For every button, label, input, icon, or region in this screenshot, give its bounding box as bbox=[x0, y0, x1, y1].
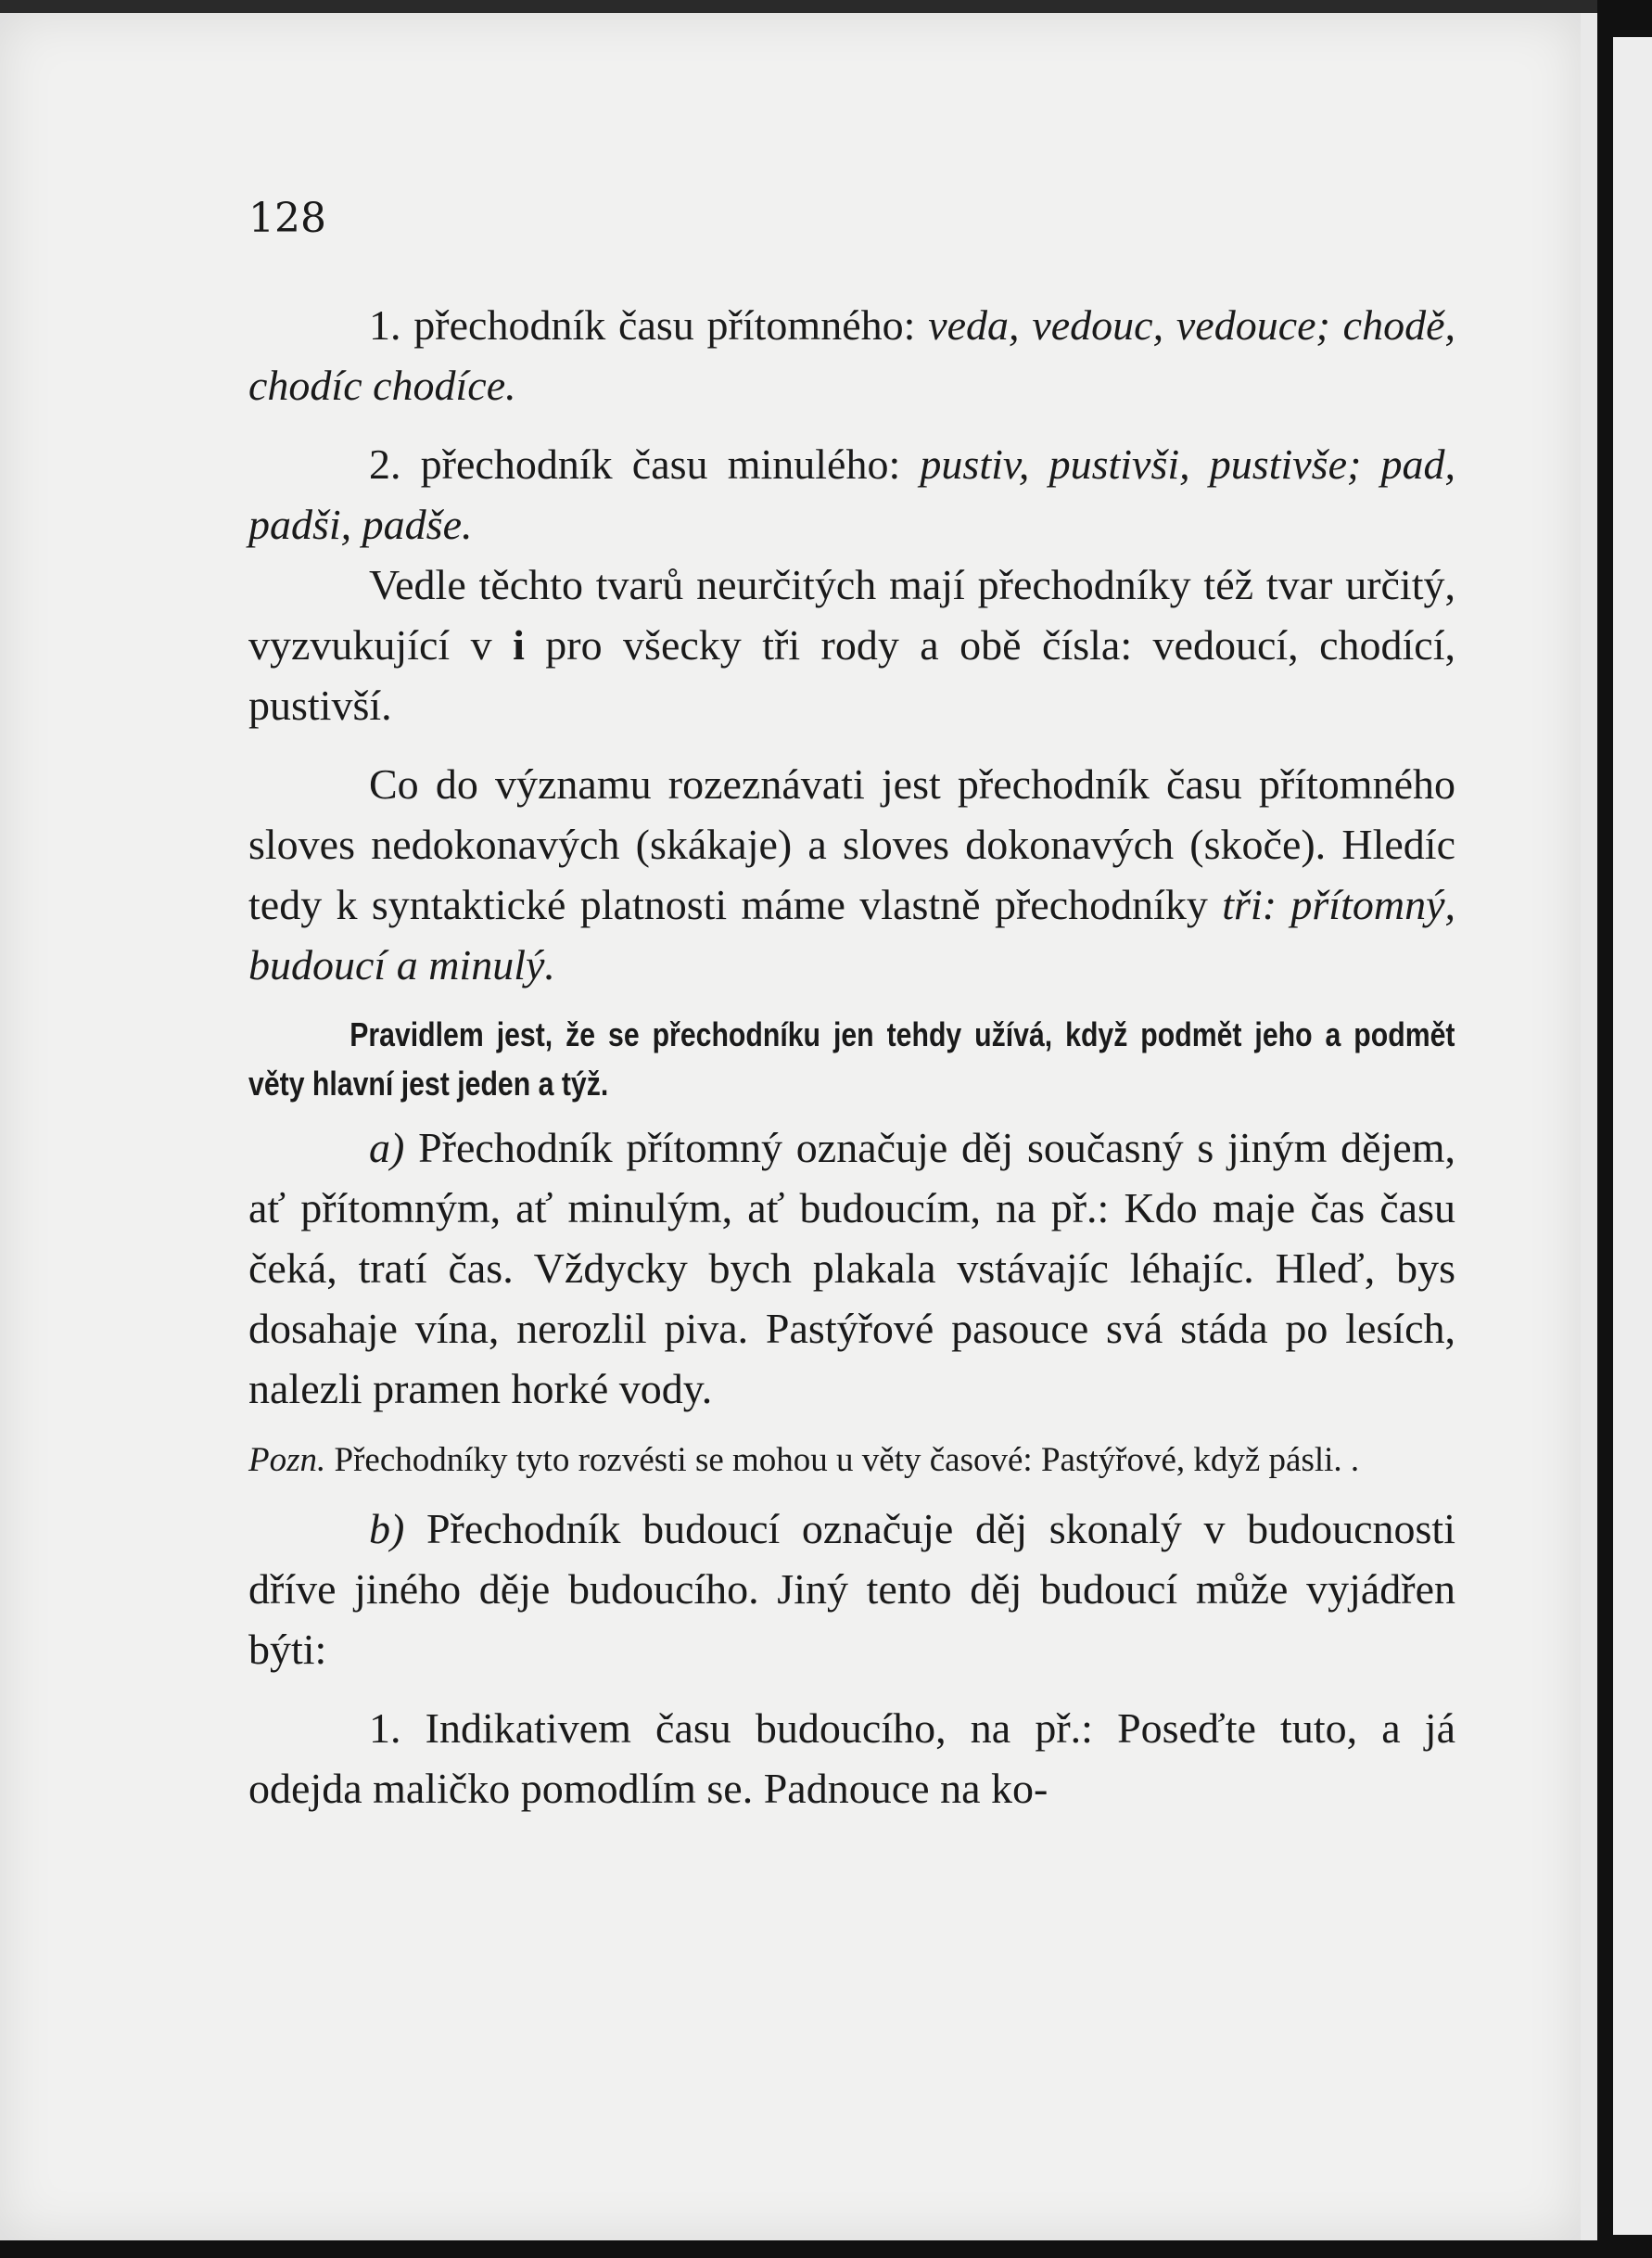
scan-border-bottom bbox=[0, 2240, 1652, 2258]
p3-part2: pro všecky tři rody a obě čísla: vedoucí, chodící, pustivší. bbox=[248, 621, 1455, 729]
paragraph-present-participle bbox=[248, 295, 1455, 415]
pb-text: Přechodník budoucí označuje děj skonalý v budoucnosti dříve jiného děje budoucího. Jiný tento děj budoucí může vyjádřen býti: bbox=[248, 1505, 1455, 1673]
page-number: 128 bbox=[248, 195, 326, 242]
page-content bbox=[248, 295, 1455, 1818]
scan-edge-strip bbox=[1613, 37, 1652, 2235]
note-pozn bbox=[248, 1435, 1455, 1486]
p3-letter: i bbox=[513, 621, 525, 669]
paragraph-b bbox=[248, 1499, 1455, 1679]
note-label: Pozn. bbox=[248, 1441, 326, 1479]
paragraph-definite-form bbox=[248, 555, 1455, 735]
note-text: Přechodníky tyto rozvésti se mohou u věty časové: Pastýřové, když pásli. . bbox=[325, 1441, 1360, 1479]
pa-label: a) bbox=[369, 1124, 405, 1171]
paragraph-past-participle bbox=[248, 434, 1455, 555]
rule-statement: Pravidlem jest, že se přechodníku jen tehdy užívá, když podmět jeho a podmět věty hlavní jest jeden a týž. bbox=[248, 1015, 1455, 1103]
paragraph-indicative: 1. Indikativem času budoucího, na př.: Poseďte tuto, a já odejda maličko pomodlím se. Padnouce na ko- bbox=[248, 1704, 1455, 1812]
page-edge bbox=[1581, 13, 1597, 2240]
paragraph-meaning bbox=[248, 754, 1455, 995]
p1-lead: 1. přechodník času přítomného: bbox=[369, 301, 929, 349]
paragraph-a bbox=[248, 1117, 1455, 1419]
p2-examples: pustiv, pustivši, pustivše; pad, padši, padše. bbox=[248, 440, 1455, 548]
pb-label: b) bbox=[369, 1505, 405, 1552]
p4-emph: tři: přítomný, budoucí a minulý. bbox=[248, 881, 1455, 989]
pa-text: Přechodník přítomný označuje děj současný s jiným dějem, ať přítomným, ať minulým, ať budoucím, na př.: Kdo maje čas času čeká, tratí čas. Vždycky bych plakala vstávajíc léhajíc. Hleď, bys dosahaje vína, nerozlil piva. Pastýřové pasouce svá stáda po lesích, nalezli pramen horké vody. bbox=[248, 1124, 1455, 1412]
p2-lead: 2. přechodník času minulého: bbox=[369, 440, 921, 488]
p1-examples: veda, vedouc, vedouce; chodě, chodíc chodíce. bbox=[248, 301, 1455, 409]
p4-text: Co do významu rozeznávati jest přechodník času přítomného sloves nedokonavých (skákaje) a sloves dokonavých (skoče). Hledíc tedy k syntaktické platnosti máme vlastně přechodníky bbox=[248, 760, 1455, 928]
p3-part1: Vedle těchto tvarů neurčitých mají přechodníky též tvar určitý, vyzvukující v bbox=[248, 561, 1455, 669]
